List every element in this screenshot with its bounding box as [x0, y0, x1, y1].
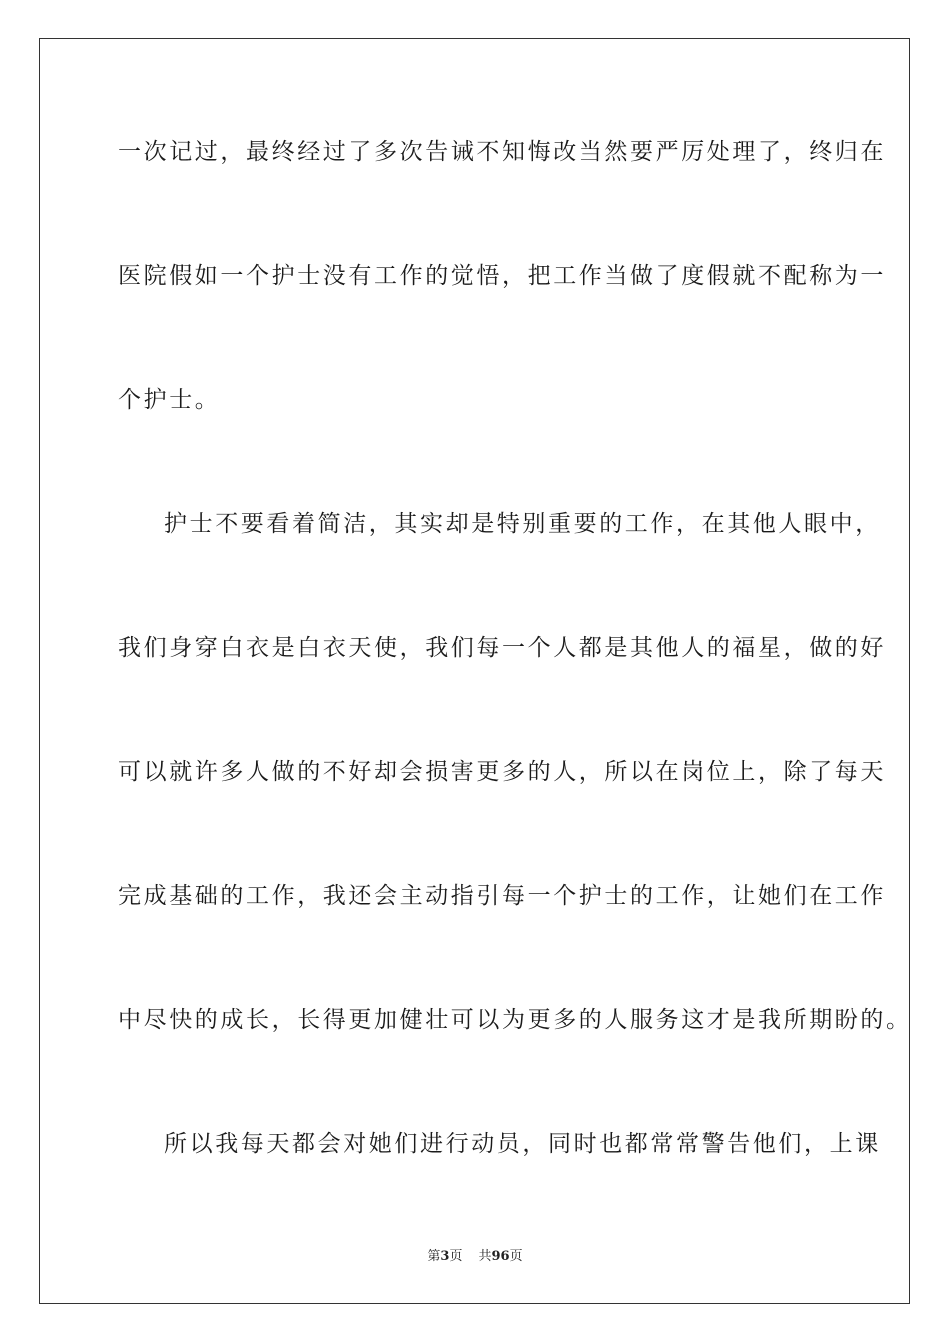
body-text-line-9: 所以我每天都会对她们进行动员，同时也都常常警告他们，上课 [164, 1131, 881, 1157]
total-prefix: 共 [478, 1249, 492, 1264]
body-text-line-3: 个护士。 [118, 387, 221, 413]
total-unit: 页 [509, 1249, 523, 1264]
body-text-line-2: 医院假如一个护士没有工作的觉悟，把工作当做了度假就不配称为一 [118, 263, 886, 289]
page-unit: 页 [449, 1249, 463, 1264]
page-border [39, 38, 910, 1304]
page-prefix: 第 [427, 1249, 441, 1264]
body-text-line-6: 可以就许多人做的不好却会损害更多的人，所以在岗位上，除了每天 [118, 759, 886, 785]
page-footer [0, 1248, 950, 1266]
body-text-line-8: 中尽快的成长，长得更加健壮可以为更多的人服务这才是我所期盼的。 [118, 1007, 912, 1033]
body-text-line-5: 我们身穿白衣是白衣天使，我们每一个人都是其他人的福星，做的好 [118, 635, 886, 661]
total-pages: 96 [491, 1249, 510, 1264]
body-text-line-7: 完成基础的工作，我还会主动指引每一个护士的工作，让她们在工作 [118, 883, 886, 909]
body-text-line-4: 护士不要看着简洁，其实却是特别重要的工作，在其他人眼中， [164, 511, 881, 537]
body-text-line-1: 一次记过，最终经过了多次告诫不知悔改当然要严厉处理了，终归在 [118, 139, 886, 165]
page-number: 3 [440, 1249, 450, 1264]
